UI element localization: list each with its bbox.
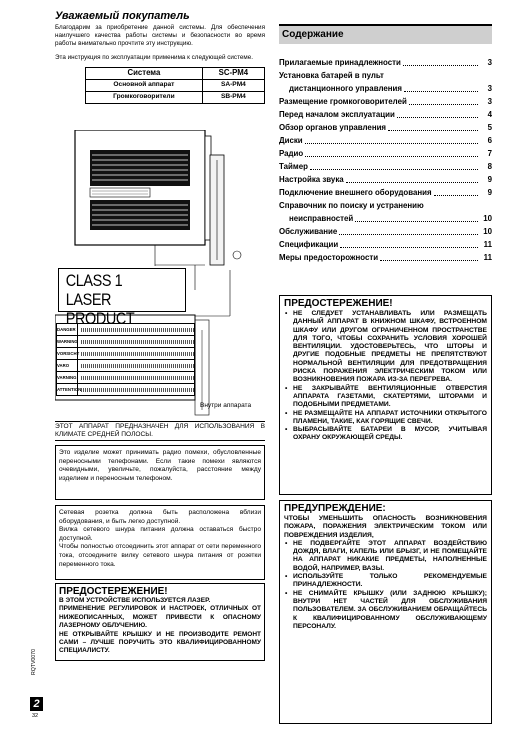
laser-warning-box xyxy=(55,583,265,661)
toc-leader xyxy=(310,169,478,170)
system-table xyxy=(85,67,265,104)
ventilation-warning-box xyxy=(279,295,492,495)
toc-item[interactable] xyxy=(279,121,492,134)
list-item: • НЕ РАЗМЕЩАЙТЕ НА АППАРАТ ИСТОЧНИКИ ОТКРЫТОГО ПЛАМЕНИ, ТАКИЕ, КАК ГОРЯЩИЕ СВЕЧИ. xyxy=(284,410,487,427)
toc-page: 11 xyxy=(483,253,492,262)
toc-item-continued[interactable] xyxy=(279,82,492,95)
laser-warning-row xyxy=(57,360,194,372)
table-header-cell: Система xyxy=(86,67,203,79)
toc-page: 8 xyxy=(487,162,492,171)
laser-warning-row xyxy=(57,348,194,360)
caution-list xyxy=(284,540,487,631)
toc-item-continued[interactable] xyxy=(279,212,492,225)
laser-warning-code: DANGER xyxy=(57,324,78,335)
toc-label: Настройка звука xyxy=(279,175,344,184)
climate-note: ЭТОТ АППАРАТ ПРЕДНАЗНАЧЕН ДЛЯ ИСПОЛЬЗОВАНИЯ В КЛИМАТЕ СРЕДНЕЙ ПОЛОСЫ. xyxy=(55,421,265,441)
laser-warning-text-bar xyxy=(81,328,194,332)
toc-item[interactable] xyxy=(279,238,492,251)
page-number: 2 xyxy=(30,697,43,711)
toc-label: Установка батарей в пульт xyxy=(279,71,384,80)
toc-item[interactable] xyxy=(279,108,492,121)
radio-interference-note: Это изделие может принимать радио помехи, обусловленные переносными телефонами. Если такие помехи являются очевидными, увеличьте, пожалуйста, расстояние между изделием и переносным телефоном. xyxy=(55,445,265,500)
toc-leader xyxy=(346,182,478,183)
laser-class-line: CLASS 1 xyxy=(65,271,123,290)
table-row xyxy=(86,91,265,103)
toc-label: Справочник по поиску и устранению xyxy=(279,201,424,210)
list-item: • ВЫБРАСЫВАЙТЕ БАТАРЕИ В МУСОР, УЧИТЫВАЯ ОХРАНУ ОКРУЖАЮЩЕЙ СРЕДЫ. xyxy=(284,426,487,443)
laser-warning-text-bar xyxy=(81,388,194,392)
inside-unit-label: Внутри аппарата xyxy=(200,402,252,409)
laser-warning-row xyxy=(57,384,194,395)
toc-label: неисправностей xyxy=(289,214,354,223)
toc-item[interactable] xyxy=(279,173,492,186)
toc-page: 3 xyxy=(487,84,492,93)
toc-item[interactable] xyxy=(279,134,492,147)
table-row xyxy=(86,67,265,79)
toc-leader xyxy=(339,234,478,235)
toc-leader xyxy=(305,143,478,144)
greeting-title: Уважаемый покупатель xyxy=(55,10,190,22)
toc-page: 5 xyxy=(487,123,492,132)
laser-warning-code: WARNING xyxy=(57,336,78,347)
toc-label: Спецификации xyxy=(279,240,339,249)
table-of-contents xyxy=(279,56,492,264)
toc-label: Обслуживание xyxy=(279,227,338,236)
warning-list xyxy=(284,310,487,443)
toc-label: Обзор органов управления xyxy=(279,123,387,132)
laser-warning-code: ATTENTION xyxy=(57,384,78,395)
toc-page: 6 xyxy=(487,136,492,145)
toc-page: 10 xyxy=(483,227,492,236)
laser-warning-label xyxy=(56,323,195,396)
caution-lead: ЧТОБЫ УМЕНЬШИТЬ ОПАСНОСТЬ ВОЗНИКНОВЕНИЯ ПОЖАРА, ПОРАЖЕНИЯ ЭЛЕКТРИЧЕСКИМ ТОКОМ ИЛИ ПОВРЕЖДЕНИЯ ИЗДЕЛИЯ, xyxy=(284,515,487,539)
toc-page: 3 xyxy=(487,97,492,106)
page-number-small: 32 xyxy=(32,713,39,719)
toc-item[interactable] xyxy=(279,225,492,238)
toc-label: Подключение внешнего оборудования xyxy=(279,188,432,197)
table-header-cell: SC-PM4 xyxy=(202,67,264,79)
toc-label: Меры предосторожности xyxy=(279,253,379,262)
toc-label: Таймер xyxy=(279,162,308,171)
laser-warning-text-bar xyxy=(81,376,194,380)
toc-item[interactable] xyxy=(279,69,492,82)
toc-page: 9 xyxy=(487,175,492,184)
toc-page: 11 xyxy=(483,240,492,249)
toc-item[interactable] xyxy=(279,56,492,69)
socket-paragraph: Сетевая розетка должна быть расположена вблизи оборудования, и быть легко доступной. xyxy=(59,509,261,525)
warning-title: ПРЕДОСТЕРЕЖЕНИЕ! xyxy=(284,298,393,309)
toc-label: Радио xyxy=(279,149,304,158)
socket-paragraph: Вилка сетевого шнура питания должна оставаться быстро доступной. xyxy=(59,526,261,542)
caution-box xyxy=(279,500,492,724)
laser-warning-row xyxy=(57,324,194,336)
greeting-intro xyxy=(55,24,265,104)
toc-item[interactable] xyxy=(279,95,492,108)
toc-leader xyxy=(434,195,478,196)
table-cell: SA-PM4 xyxy=(202,79,264,91)
toc-page: 3 xyxy=(487,58,492,67)
warning-body xyxy=(59,597,261,656)
table-cell: Громкоговорители xyxy=(86,91,203,103)
list-item: • НЕ ЗАКРЫВАЙТЕ ВЕНТИЛЯЦИОННЫЕ ОТВЕРСТИЯ АППАРАТА ГАЗЕТАМИ, СКАТЕРТЯМИ, ШТОРАМИ И ПОДОБНЫМИ ПРЕДМЕТАМИ. xyxy=(284,385,487,410)
toc-item[interactable] xyxy=(279,186,492,199)
warning-title: ПРЕДОСТЕРЕЖЕНИЕ! xyxy=(59,586,168,597)
toc-leader xyxy=(404,91,478,92)
toc-page: 9 xyxy=(487,188,492,197)
toc-leader xyxy=(305,156,478,157)
caution-title: ПРЕДУПРЕЖДЕНИЕ: xyxy=(284,503,386,514)
table-row xyxy=(86,79,265,91)
laser-warning-code: VARO xyxy=(57,360,78,371)
toc-leader xyxy=(388,130,478,131)
toc-item[interactable] xyxy=(279,199,492,212)
toc-item[interactable] xyxy=(279,160,492,173)
laser-warning-code: VORSICHT xyxy=(57,348,78,359)
laser-warning-code: VARNING xyxy=(57,372,78,383)
laser-product-line: LASER PRODUCT xyxy=(65,290,135,328)
toc-item[interactable] xyxy=(279,147,492,160)
toc-leader xyxy=(409,104,478,105)
toc-label: Перед началом эксплуатации xyxy=(279,110,395,119)
warning-paragraph: ПРИМЕНЕНИЕ РЕГУЛИРОВОК И НАСТРОЕК, ОТЛИЧНЫХ ОТ НИЖЕОПИСАННЫХ, МОЖЕТ ПРИВЕСТИ К ОПАСНОМУ ЛАЗЕРНОМУ ОБЛУЧЕНИЮ. xyxy=(59,605,261,630)
toc-label: Размещение громкоговорителей xyxy=(279,97,407,106)
socket-paragraph: Чтобы полностью отсоединить этот аппарат от сети переменного тока, отсоедините вилку сетевого шнура питания от розетки переменного тока. xyxy=(59,543,261,568)
toc-label: Диски xyxy=(279,136,303,145)
toc-title: Содержание xyxy=(279,24,492,44)
list-item: • ИСПОЛЬЗУЙТЕ ТОЛЬКО РЕКОМЕНДУЕМЫЕ ПРИНАДЛЕЖНОСТИ. xyxy=(284,573,487,590)
document-code: RQTV0070 xyxy=(31,649,37,675)
table-cell: Основной аппарат xyxy=(86,79,203,91)
laser-class-label xyxy=(58,268,186,328)
toc-leader xyxy=(403,65,478,66)
laser-warning-text-bar xyxy=(81,340,194,344)
table-cell: SB-PM4 xyxy=(202,91,264,103)
greeting-paragraph: Благодарим за приобретение данной системы. Для обеспечения наилучшего качества работы системы и безопасности во время работы внимательно прочтите эту инструкцию. xyxy=(55,24,265,48)
warning-paragraph: НЕ ОТКРЫВАЙТЕ КРЫШКУ И НЕ ПРОИЗВОДИТЕ РЕМОНТ САМИ – ЛУЧШЕ ПОРУЧИТЬ ЭТО КВАЛИФИЦИРОВАННОМУ СПЕЦИАЛИСТУ. xyxy=(59,630,261,655)
toc-leader xyxy=(397,117,478,118)
toc-item[interactable] xyxy=(279,251,492,264)
greeting-paragraph: Эта инструкция по эксплуатации применима к следующей системе. xyxy=(55,53,253,61)
laser-warning-row xyxy=(57,372,194,384)
list-item: • НЕ ПОДВЕРГАЙТЕ ЭТОТ АППАРАТ ВОЗДЕЙСТВИЮ ДОЖДЯ, ВЛАГИ, КАПЕЛЬ ИЛИ БРЫЗГ, И НЕ ПОМЕЩАЙТЕ НА АППАРАТ НИКАКИЕ ПРЕДМЕТЫ, НАПОЛНЕННЫЕ ВОДОЙ, НАПРИМЕР, ВАЗЫ. xyxy=(284,540,487,573)
laser-warning-text-bar xyxy=(81,364,194,368)
toc-page: 10 xyxy=(483,214,492,223)
toc-label: дистанционного управления xyxy=(289,84,402,93)
laser-warning-text-bar xyxy=(81,352,194,356)
toc-page: 4 xyxy=(487,110,492,119)
power-socket-note xyxy=(55,505,265,580)
toc-leader xyxy=(380,260,478,261)
toc-label: Прилагаемые принадлежности xyxy=(279,58,401,67)
laser-warning-row xyxy=(57,336,194,348)
toc-page: 7 xyxy=(487,149,492,158)
toc-leader xyxy=(340,247,478,248)
warning-paragraph: В ЭТОМ УСТРОЙСТВЕ ИСПОЛЬЗУЕТСЯ ЛАЗЕР. xyxy=(59,597,211,604)
list-item: • НЕ СНИМАЙТЕ КРЫШКУ (ИЛИ ЗАДНЮЮ КРЫШКУ); ВНУТРИ НЕТ ЧАСТЕЙ ДЛЯ ОБСЛУЖИВАНИЯ ПОЛЬЗОВАТЕЛЕМ. ЗА ОБСЛУЖИВАНИЕМ ОБРАЩАЙТЕСЬ К КВАЛИФИЦИРОВАННОМУ ОБСЛУЖИВАЮЩЕМУ ПЕРСОНАЛУ. xyxy=(284,590,487,631)
list-item: • НЕ СЛЕДУЕТ УСТАНАВЛИВАТЬ ИЛИ РАЗМЕЩАТЬ ДАННЫЙ АППАРАТ В КНИЖНОМ ШКАФУ, ВСТРОЕННОМ ШКАФУ ИЛИ ДРУГОМ ОГРАНИЧЕННОМ ПРОСТРАНСТВЕ ДЛЯ ТОГО, ЧТОБЫ СОХРАНИТЬ УСЛОВИЯ ХОРОШЕЙ ВЕНТИЛЯЦИИ. УДОСТОВЕРЬТЕСЬ, ЧТО ШТОРЫ И ДРУГИЕ ПОДОБНЫЕ ПРЕДМЕТЫ НЕ ПРЕПЯТСТВУЮТ НОРМАЛЬНОЙ ВЕНТИЛЯЦИИ ДЛЯ ПРЕДОТВРАЩЕНИЯ РИСКА ПОРАЖЕНИЯ ЭЛЕКТРИЧЕСКИМ ТОКОМ ИЛИ ВОЗНИКНОВЕНИЯ ПОЖАРА ИЗ-ЗА ПЕРЕГРЕВА. xyxy=(284,310,487,385)
toc-leader xyxy=(355,221,478,222)
